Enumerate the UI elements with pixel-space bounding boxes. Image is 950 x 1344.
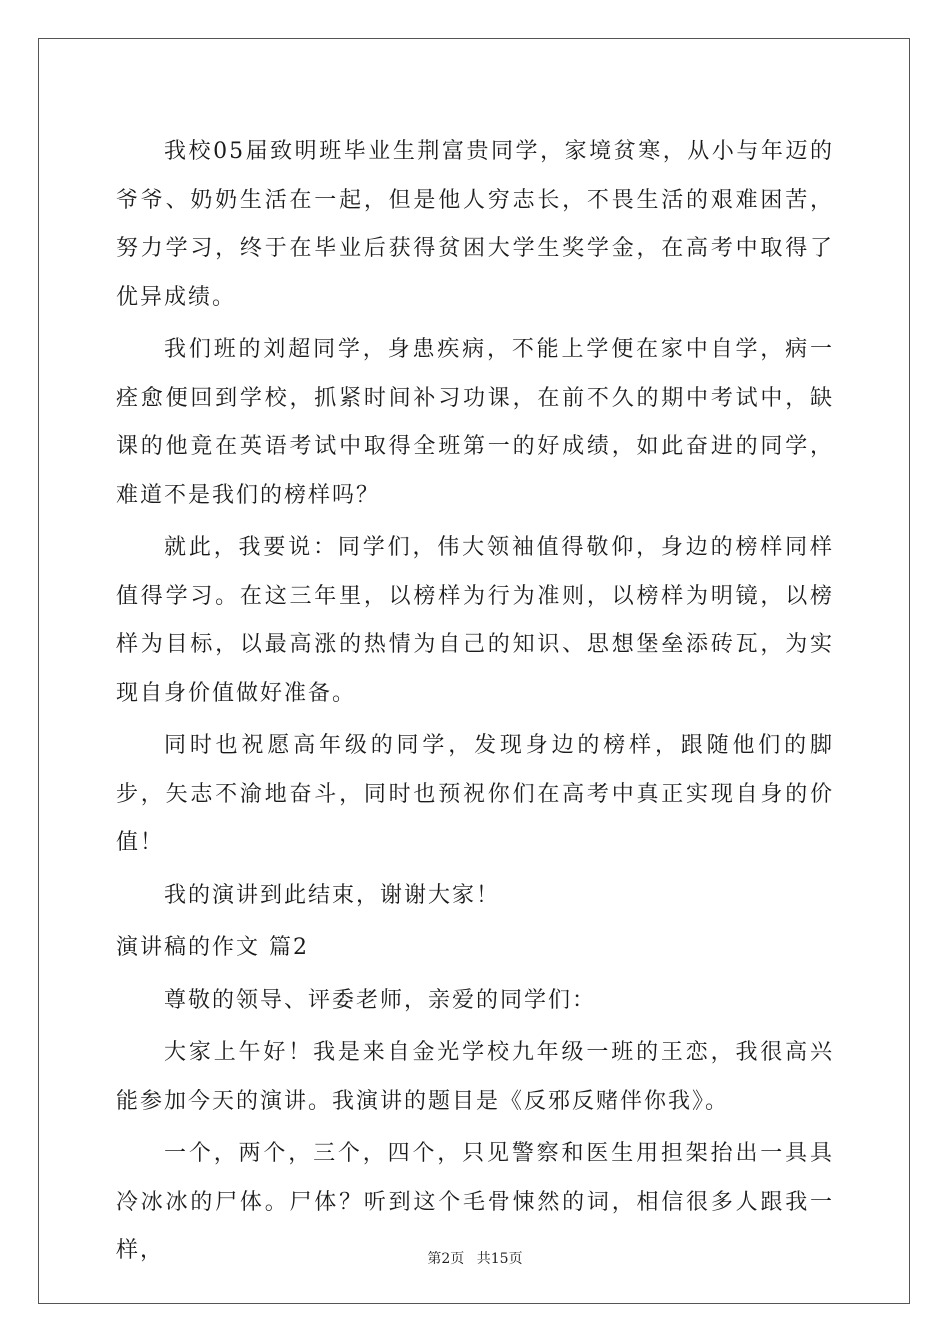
- paragraph-opening-scene: 一个，两个，三个，四个，只见警察和医生用担架抬出一具具冷冰冰的尸体。尸体？听到这个毛骨悚然的词，相信很多人跟我一样，: [116, 1141, 834, 1263]
- document-body: [116, 128, 834, 1280]
- paragraph-closing: 我的演讲到此结束，谢谢大家！: [164, 882, 501, 908]
- page-total: 共15页: [476, 1251, 523, 1267]
- paragraph-salutation: 尊敬的领导、评委老师，亲爱的同学们：: [164, 987, 597, 1013]
- section-heading: 演讲稿的作文 篇2: [116, 935, 309, 960]
- paragraph-wishes: 同时也祝愿高年级的同学，发现身边的榜样，跟随他们的脚步，矢志不渝地奋斗，同时也预祝你们在高考中真正实现自身的价值！: [116, 733, 834, 855]
- page-number: 第2页: [427, 1251, 465, 1267]
- paragraph-liu-chao: 我们班的刘超同学，身患疾病，不能上学便在家中自学，病一痊愈便回到学校，抓紧时间补习功课，在前不久的期中考试中，缺课的他竟在英语考试中取得全班第一的好成绩，如此奋进的同学，难道不是我们的榜样吗？: [116, 337, 834, 508]
- paragraph-conclusion: 就此，我要说：同学们，伟大领袖值得敬仰，身边的榜样同样值得学习。在这三年里，以榜样为行为准则，以榜样为明镜，以榜样为目标，以最高涨的热情为自己的知识、思想堡垒添砖瓦，为实现自身价值做好准备。: [116, 535, 834, 706]
- page-footer: [0, 1248, 950, 1268]
- paragraph-jing-fugui: 我校05届致明班毕业生荆富贵同学，家境贫寒，从小与年迈的爷爷、奶奶生活在一起，但是他人穷志长，不畏生活的艰难困苦，努力学习，终于在毕业后获得贫困大学生奖学金，在高考中取得了优异成绩。: [116, 139, 834, 310]
- paragraph-greeting: 大家上午好！我是来自金光学校九年级一班的王恋，我很高兴能参加今天的演讲。我演讲的题目是《反邪反赌伴你我》。: [116, 1040, 834, 1114]
